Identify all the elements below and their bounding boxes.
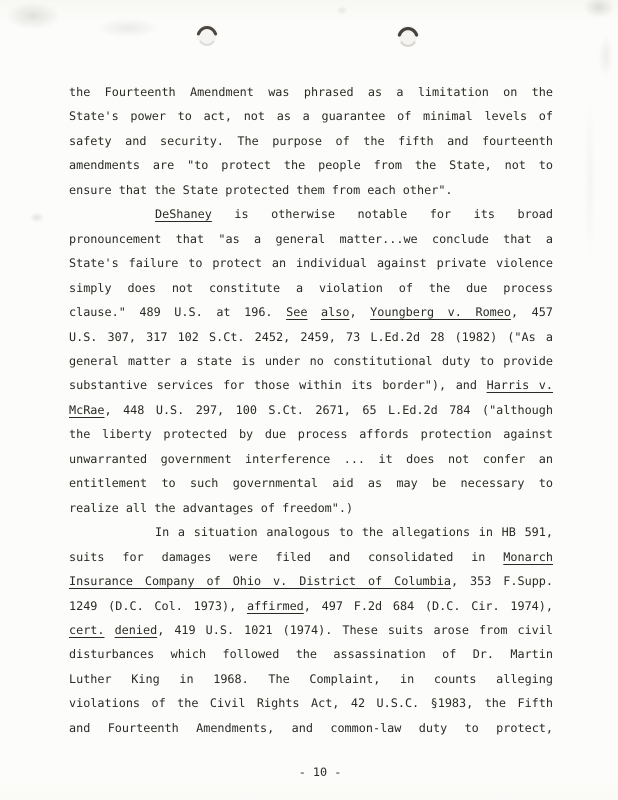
underlined-citation: McRae bbox=[69, 402, 105, 417]
text-line bbox=[69, 276, 553, 300]
text-line bbox=[69, 447, 553, 471]
text-line bbox=[69, 153, 553, 177]
underlined-citation: Harris v. bbox=[486, 378, 553, 393]
text-segment: , 419 U.S. 1021 (1974). These suits arose from civil bbox=[157, 622, 553, 637]
text-line bbox=[69, 618, 553, 642]
scan-smudge bbox=[336, 6, 348, 15]
text-line bbox=[69, 251, 553, 275]
text-line bbox=[69, 667, 553, 691]
underlined-citation: Insurance Company of Ohio v. District of Columbia bbox=[69, 574, 451, 589]
text-line bbox=[69, 520, 553, 544]
text-segment: State's failure to protect an individual against private violence bbox=[69, 256, 553, 271]
text-segment: amendments are "to protect the people from the State, not to bbox=[69, 158, 553, 173]
text-segment: entitlement to such governmental aid as may be necessary to bbox=[69, 476, 553, 491]
text-line bbox=[69, 545, 553, 569]
text-segment: State's power to act, not as a guarantee of minimal levels of bbox=[69, 109, 553, 124]
text-line bbox=[69, 129, 553, 153]
underlined-citation: See bbox=[286, 305, 308, 320]
text-segment: realize all the advantages of freedom".) bbox=[69, 500, 354, 515]
text-segment: the liberty protected by due process affords protection against bbox=[69, 427, 553, 442]
text-segment: , 497 F.2d 684 (D.C. Cir. 1974), bbox=[303, 598, 553, 613]
text-segment: violations of the Civil Rights Act, 42 U.S.C. §1983, the Fifth bbox=[69, 696, 553, 711]
text-line bbox=[69, 325, 553, 349]
underlined-citation: affirmed bbox=[246, 598, 304, 613]
underlined-citation: denied bbox=[114, 622, 158, 637]
text-segment: disturbances which followed the assassination of Dr. Martin bbox=[69, 647, 553, 662]
text-line bbox=[69, 202, 553, 226]
text-line bbox=[69, 104, 553, 128]
text-line bbox=[69, 300, 553, 324]
text-segment: general matter a state is under no constitutional duty to provide bbox=[69, 353, 553, 368]
text-segment: , 353 F.Supp. bbox=[450, 574, 553, 589]
text-segment: U.S. 307, 317 102 S.Ct. 2452, 2459, 73 L.Ed.2d 28 (1982) ("As a bbox=[69, 329, 553, 344]
text-segment: and Fourteenth Amendments, and common-law duty to protect, bbox=[69, 720, 553, 735]
text-segment: the Fourteenth Amendment was phrased as a limitation on the bbox=[69, 85, 553, 99]
text-line bbox=[69, 422, 553, 446]
text-line bbox=[69, 642, 553, 666]
text-line bbox=[69, 496, 553, 520]
scan-smudge bbox=[584, 95, 596, 265]
underlined-citation: Youngberg v. Romeo bbox=[370, 305, 511, 320]
text-line bbox=[69, 373, 553, 397]
text-line bbox=[69, 349, 553, 373]
text-line bbox=[69, 471, 553, 495]
scan-smudge bbox=[598, 34, 614, 78]
underlined-citation: cert. bbox=[69, 622, 105, 637]
text-line bbox=[69, 569, 553, 593]
text-segment: unwarranted government interference ... it does not confer an bbox=[69, 451, 553, 466]
hole-punch-icon bbox=[195, 21, 219, 47]
text-segment bbox=[307, 305, 321, 319]
page-number: - 10 - bbox=[298, 765, 342, 779]
text-line bbox=[69, 691, 553, 715]
text-line bbox=[69, 80, 553, 104]
text-segment: ensure that the State protected them from each other". bbox=[69, 182, 453, 197]
scan-smudge bbox=[29, 212, 45, 223]
text-segment: is otherwise notable for its broad bbox=[211, 207, 553, 222]
text-segment: clause." 489 U.S. at 196. bbox=[69, 305, 287, 320]
text-line bbox=[69, 227, 553, 251]
text-line bbox=[69, 178, 553, 202]
text-line bbox=[69, 716, 553, 740]
underlined-citation: Monarch bbox=[503, 549, 553, 564]
document-text bbox=[69, 80, 553, 740]
text-segment: simply does not constitute a violation of the due process bbox=[69, 280, 553, 295]
text-segment: safety and security. The purpose of the fifth and fourteenth bbox=[69, 133, 553, 148]
hole-punch-icon bbox=[396, 22, 420, 48]
text-segment: In a situation analogous to the allegations in HB 591, bbox=[155, 525, 553, 540]
text-segment: suits for damages were filed and consolidated in bbox=[69, 549, 504, 564]
text-segment: , 448 U.S. 297, 100 S.Ct. 2671, 65 L.Ed.2d 784 ("although bbox=[104, 402, 553, 417]
underlined-citation: also bbox=[321, 305, 350, 320]
scan-smudge bbox=[96, 18, 160, 38]
underlined-citation: DeShaney bbox=[155, 207, 212, 222]
text-segment: Luther King in 1968. The Complaint, in counts alleging bbox=[69, 671, 553, 686]
text-segment: , 457 bbox=[510, 305, 553, 320]
text-segment: 1249 (D.C. Col. 1973), bbox=[69, 598, 247, 613]
text-segment: pronouncement that "as a general matter...we conclude that a bbox=[69, 231, 553, 246]
text-segment bbox=[105, 623, 115, 637]
scan-smudge bbox=[6, 2, 60, 30]
text-line bbox=[69, 398, 553, 422]
text-segment: substantive services for those within its border"), and bbox=[69, 378, 487, 393]
text-segment: , bbox=[349, 305, 371, 320]
scan-smudge bbox=[583, 0, 615, 18]
text-line bbox=[69, 594, 553, 618]
